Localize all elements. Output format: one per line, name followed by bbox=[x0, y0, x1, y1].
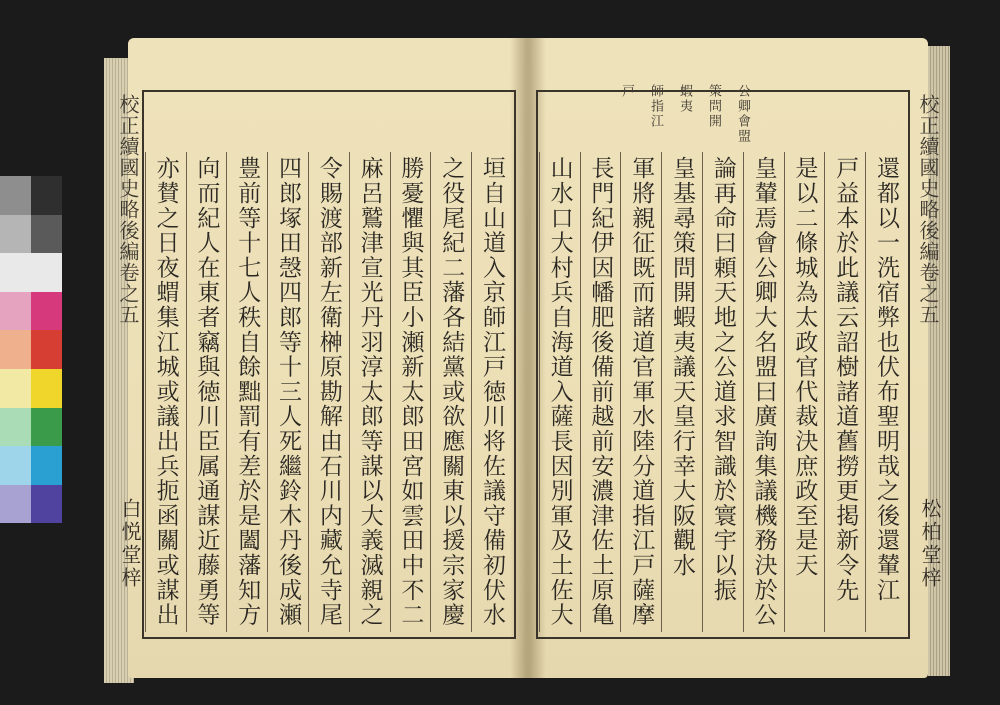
calibration-swatch bbox=[0, 446, 31, 485]
left-text-column: 勝憂懼與其臣小瀬新太郎田宮如雲田中不二 bbox=[390, 152, 431, 632]
head-notes bbox=[582, 84, 752, 154]
right-text-column: 戸益本於此議云詔樹諸道舊撈更掲新令先 bbox=[824, 152, 865, 632]
calibration-swatch bbox=[0, 215, 31, 254]
calibration-swatch bbox=[0, 292, 31, 331]
left-publisher-mark: 白悦堂梓 bbox=[118, 498, 142, 590]
calibration-swatch bbox=[31, 408, 62, 447]
calibration-swatch bbox=[0, 369, 31, 408]
left-text-column: 四郎塚田愨四郎等十三人死繼鈴木丹後成瀬 bbox=[267, 152, 308, 632]
calibration-swatch bbox=[0, 253, 31, 292]
right-running-title: 校正續國史略後編卷之五 bbox=[916, 94, 940, 325]
left-text-column: 豊前等十七人秩自餘黜罰有差於是闔藩知方 bbox=[226, 152, 267, 632]
left-text-column: 麻呂鷲津宣光丹羽淳太郎等謀以大義滅親之 bbox=[349, 152, 390, 632]
left-text-column: 亦賛之日夜蝟集江城或議出兵扼函關或謀出 bbox=[145, 152, 186, 632]
left-text-columns bbox=[144, 152, 512, 632]
left-text-column: 垣自山道入京師江戸徳川将佐議守備初伏水 bbox=[471, 152, 512, 632]
calibration-swatch bbox=[31, 292, 62, 331]
right-text-column: 長門紀伊因幡肥後備前越前安濃津佐土原亀 bbox=[580, 152, 621, 632]
calibration-swatch bbox=[0, 330, 31, 369]
head-note: 師指江 bbox=[648, 84, 663, 129]
calibration-swatch bbox=[31, 215, 62, 254]
right-text-column: 皇輦焉會公卿大名盟曰廣詢集議機務決於公 bbox=[743, 152, 784, 632]
calibration-swatch bbox=[31, 176, 62, 215]
right-publisher-mark: 松柏堂梓 bbox=[918, 498, 942, 590]
calibration-swatch bbox=[31, 369, 62, 408]
calibration-swatch bbox=[0, 485, 31, 524]
right-text-column: 皇基尋策問開蝦夷議天皇行幸大阪觀水 bbox=[661, 152, 702, 632]
calibration-swatch bbox=[31, 330, 62, 369]
left-running-title: 校正續國史略後編卷之五 bbox=[116, 94, 140, 325]
calibration-swatch bbox=[31, 446, 62, 485]
calibration-swatch bbox=[31, 253, 62, 292]
head-note: 蝦夷 bbox=[677, 84, 692, 114]
color-calibration-chart bbox=[0, 176, 62, 524]
calibration-swatch bbox=[31, 485, 62, 524]
right-text-column: 論再命曰頼天地之公道求智識於寰宇以振 bbox=[702, 152, 743, 632]
left-text-column: 令賜渡部新左衛榊原勘解由石川内藏允寺尾 bbox=[308, 152, 349, 632]
right-text-column: 是以二條城為太政官代裁決庶政至是天 bbox=[784, 152, 825, 632]
right-text-column: 還都以一洗宿弊也伏布聖明哉之後還輦江 bbox=[865, 152, 906, 632]
head-note: 公卿會盟 bbox=[735, 84, 750, 144]
right-text-column: 山水口大村兵自海道入薩長因別軍及土佐大 bbox=[539, 152, 580, 632]
left-text-column: 向而紀人在東者竊與徳川臣属通謀近藤勇等 bbox=[186, 152, 227, 632]
left-text-column: 之役尾紀二藩各結黨或欲應關東以援宗家慶 bbox=[430, 152, 471, 632]
head-note: 策問開 bbox=[706, 84, 721, 129]
right-text-columns bbox=[538, 152, 906, 632]
open-book bbox=[104, 28, 950, 678]
head-note: 戸 bbox=[619, 84, 634, 99]
right-text-column: 軍將親征既而諸道官軍水陸分道指江戸薩摩 bbox=[620, 152, 661, 632]
calibration-swatch bbox=[0, 176, 31, 215]
calibration-swatch bbox=[0, 408, 31, 447]
